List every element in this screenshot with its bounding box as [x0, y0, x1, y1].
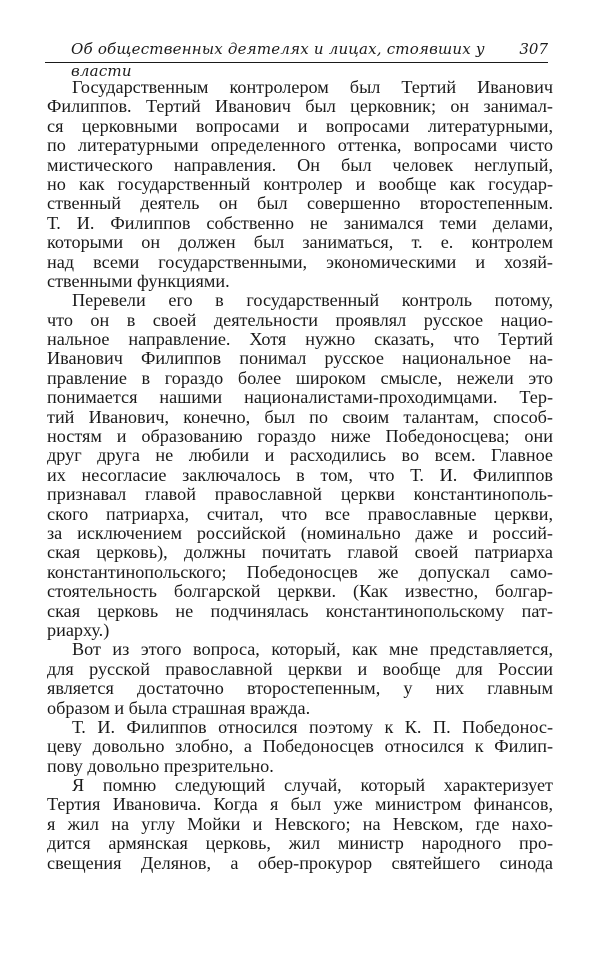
text-line: стоятельность болгарской церкви. (Как известно, болгар-: [47, 581, 553, 602]
text-line: ская церковь), должны почитать главой своей патриарха: [47, 542, 553, 563]
text-line: которыми он должен был заниматься, т. е. контролем: [47, 232, 553, 253]
text-line: Тертия Ивановича. Когда я был уже министром финансов,: [47, 794, 553, 815]
running-head-title: Об общественных деятелях и лицах, стоявших у власти: [71, 40, 485, 80]
text-line: понимается нашими националистами-проходимцами. Тер-: [47, 387, 553, 408]
paragraph: [47, 776, 553, 873]
page-number: 307: [519, 40, 548, 58]
text-line: ственный деятель он был совершенно второстепенным.: [47, 193, 553, 214]
text-line: Вот из этого вопроса, который, как мне представляется,: [72, 639, 553, 660]
text-line: их несогласие заключалось в том, что Т. И. Филиппов: [47, 464, 553, 485]
text-line: образом и была страшная вражда.: [47, 697, 311, 718]
text-line: является достаточно второстепенным, у них главным: [47, 678, 553, 699]
body-text: [47, 78, 553, 873]
running-head: [45, 38, 548, 80]
text-line: Я помню следующий случай, который характеризует: [72, 775, 553, 796]
text-line: свещения Делянов, а обер-прокурор святейшего синода: [47, 852, 553, 873]
text-line: я жил на углу Мойки и Невского; на Невском, где нахо-: [47, 813, 553, 834]
text-line: мистического направления. Он был человек неглупый,: [47, 154, 553, 175]
paragraph: [47, 78, 553, 291]
text-line: ского патриарха, считал, что все православные церкви,: [47, 503, 553, 524]
text-line: по литературными определенного оттенка, вопросами чисто: [47, 135, 553, 156]
paragraph: [47, 718, 553, 776]
text-line: Государственным контролером был Тертий Иванович: [72, 77, 553, 97]
text-line: тий Иванович, конечно, был по своим талантам, способ-: [47, 406, 553, 427]
paragraph: [47, 640, 553, 718]
text-line: признавал главой православной церкви константинополь-: [47, 484, 553, 505]
text-line: Т. И. Филиппов собственно не занимался теми делами,: [47, 212, 553, 233]
text-line: дится армянская церковь, жил министр народного про-: [47, 833, 553, 854]
text-line: пову довольно презрительно.: [47, 755, 274, 776]
text-line: за исключением российской (номинально даже и россий-: [47, 522, 553, 543]
text-line: ственными функциями.: [47, 270, 230, 291]
text-line: что он в своей деятельности проявлял русское нацио-: [47, 309, 553, 330]
text-line: риарху.): [47, 619, 110, 640]
text-line: цеву довольно злобно, а Победоносцев относился к Филип-: [47, 736, 553, 757]
paragraph: [47, 291, 553, 640]
text-line: Перевели его в государственный контроль потому,: [72, 290, 553, 311]
text-line: константинопольского; Победоносцев же допускал само-: [47, 561, 553, 582]
text-line: правление в гораздо более широком смысле, нежели это: [47, 367, 553, 388]
text-line: нальное направление. Хотя нужно сказать, что Тертий: [47, 329, 553, 350]
text-line: друг друга не любили и расходились во всем. Главное: [47, 445, 553, 466]
text-line: Иванович Филиппов понимал русское национальное на-: [47, 348, 553, 369]
text-line: над всеми государственными, экономическими и хозяй-: [47, 251, 553, 272]
text-line: но как государственный контролер и вообще как государ-: [47, 173, 553, 194]
text-line: ностям и образованию гораздо ниже Победоносцева; они: [47, 426, 553, 447]
text-line: ская церковь не подчинялась константинопольскому пат-: [47, 600, 553, 621]
text-line: Филиппов. Тертий Иванович был церковник; он занимал-: [47, 96, 553, 117]
text-line: ся церковными вопросами и вопросами литературными,: [47, 115, 553, 136]
text-line: для русской православной церкви и вообще для России: [47, 658, 553, 679]
text-line: Т. И. Филиппов относился поэтому к К. П. Победонос-: [72, 716, 553, 737]
